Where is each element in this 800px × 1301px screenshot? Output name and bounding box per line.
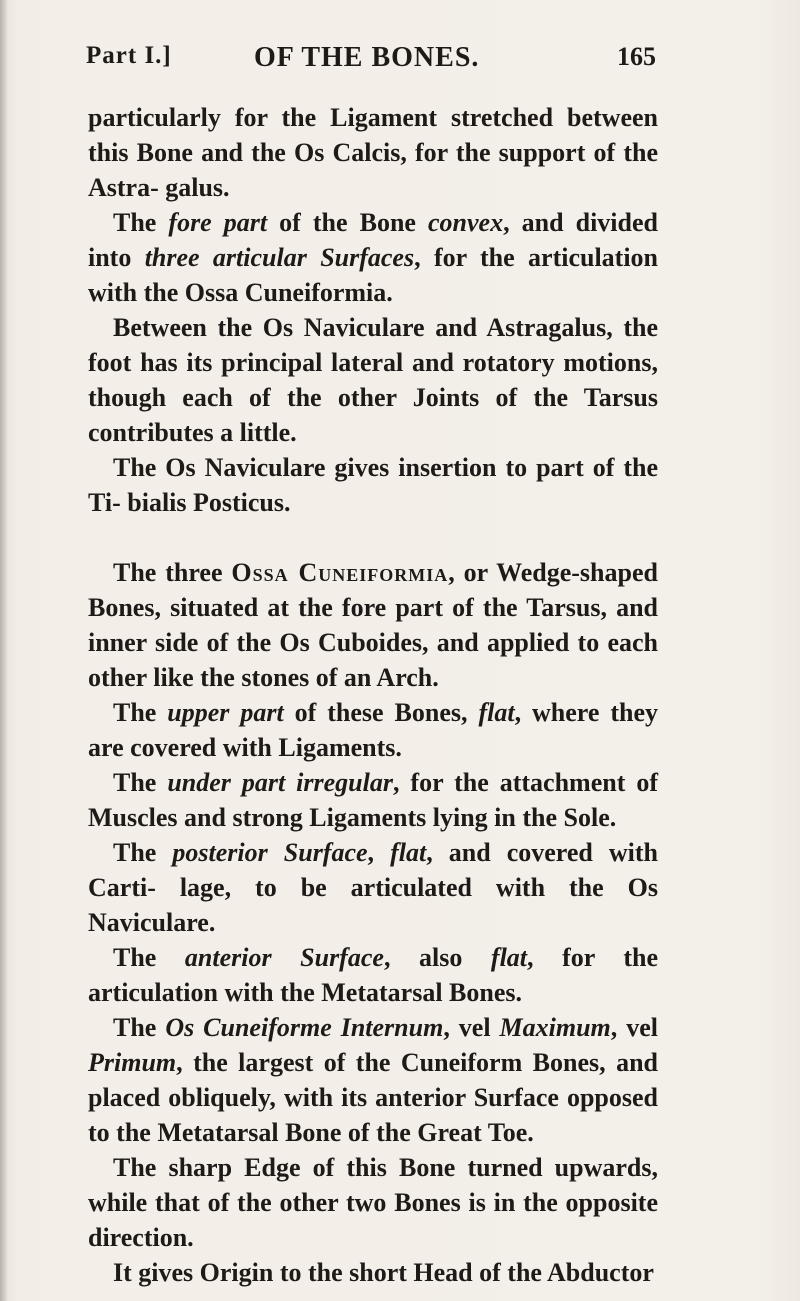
- paragraph-text: ,: [367, 838, 391, 867]
- paragraph-text: , or Wedge-shaped Bones, situated at the fore part of the Tarsus, and inner side of the Os Cuboides, and applied to each other like the stones of an Arch.: [88, 558, 658, 692]
- paragraph-text: particularly for the Ligament stretched between this Bone and the Os Calcis, for the support of the Astra- galus.: [88, 103, 658, 202]
- italic-term: posterior Surface: [172, 838, 368, 867]
- page-number: 165: [617, 42, 656, 71]
- paragraph-text: , also: [383, 943, 491, 972]
- paragraph-text: , and divided into: [88, 208, 658, 272]
- paragraph-text: The Os Naviculare gives insertion to part of the Ti- bialis Posticus.: [88, 453, 658, 517]
- paragraph-text: , where they are covered with Ligaments.: [88, 698, 659, 762]
- paragraph: [88, 695, 658, 765]
- paragraph-text: The sharp Edge of this Bone turned upwards, while that of the other two Bones is in the opposite direction.: [88, 1153, 658, 1252]
- paragraph: [88, 765, 658, 835]
- italic-term: upper part: [167, 698, 284, 727]
- paragraph: [88, 1010, 658, 1150]
- paragraph-text: , and covered with Carti- lage, to be articulated with the Os Naviculare.: [88, 838, 659, 937]
- paragraph: [88, 205, 658, 310]
- italic-term: three articular Surfaces: [144, 243, 415, 272]
- header-title: OF THE BONES.: [254, 42, 480, 73]
- paragraph-text: The: [113, 768, 168, 797]
- paragraph-text: , for the articulation with the Ossa Cuneiformia.: [88, 243, 659, 307]
- italic-term: flat: [490, 943, 528, 972]
- paragraph: [88, 450, 658, 520]
- paragraph: [88, 1255, 658, 1290]
- paragraph: [88, 940, 658, 1010]
- italic-term: flat: [390, 838, 427, 867]
- paragraph-text: , the largest of the Cuneiform Bones, and placed obliquely, with its anterior Surface opposed to the Metatarsal Bone of the Great Toe.: [88, 1048, 658, 1147]
- spine-shadow: [0, 0, 8, 1301]
- paragraph: [88, 310, 658, 450]
- paragraph: [88, 100, 658, 205]
- paragraph: [88, 555, 658, 695]
- italic-term: Os Cuneiforme Internum: [165, 1013, 444, 1042]
- paragraph-text: , for the articulation with the Metatarsal Bones.: [88, 943, 659, 1007]
- paragraph-text: The: [113, 1013, 166, 1042]
- italic-term: convex: [428, 208, 504, 237]
- italic-term: anterior Surface: [184, 943, 384, 972]
- paragraph-text: The: [113, 943, 185, 972]
- italic-term: fore part: [168, 208, 268, 237]
- paragraph-text: of the Bone: [267, 208, 428, 237]
- italic-term: Primum: [88, 1048, 177, 1077]
- paragraph: [88, 1150, 658, 1255]
- italic-term: Maximum: [499, 1013, 611, 1042]
- italic-term: flat: [478, 698, 515, 727]
- paragraph-text: The three: [113, 558, 232, 587]
- page-body: [88, 100, 658, 1290]
- paragraph-text: , for the attachment of Muscles and strong Ligaments lying in the Sole.: [88, 768, 658, 832]
- running-header: [86, 42, 656, 82]
- small-caps-heading: Ossa Cuneiformia: [231, 558, 449, 587]
- paragraph-text: Between the Os Naviculare and Astragalus, the foot has its principal lateral and rotatory motions, though each of the other Joints of the Tarsus contributes a little.: [88, 313, 658, 447]
- paragraph-text: The: [113, 208, 169, 237]
- paragraph-text: The: [113, 838, 173, 867]
- paragraph-text: , vel: [610, 1013, 658, 1042]
- italic-term: under part irregular: [167, 768, 393, 797]
- paragraph-text: The: [113, 698, 168, 727]
- header-part: Part I.]: [86, 42, 172, 69]
- paragraph-text: of these Bones,: [283, 698, 479, 727]
- paragraph: [88, 835, 658, 940]
- paragraph-text: It gives Origin to the short Head of the Abductor: [113, 1258, 654, 1287]
- paragraph-text: , vel: [443, 1013, 500, 1042]
